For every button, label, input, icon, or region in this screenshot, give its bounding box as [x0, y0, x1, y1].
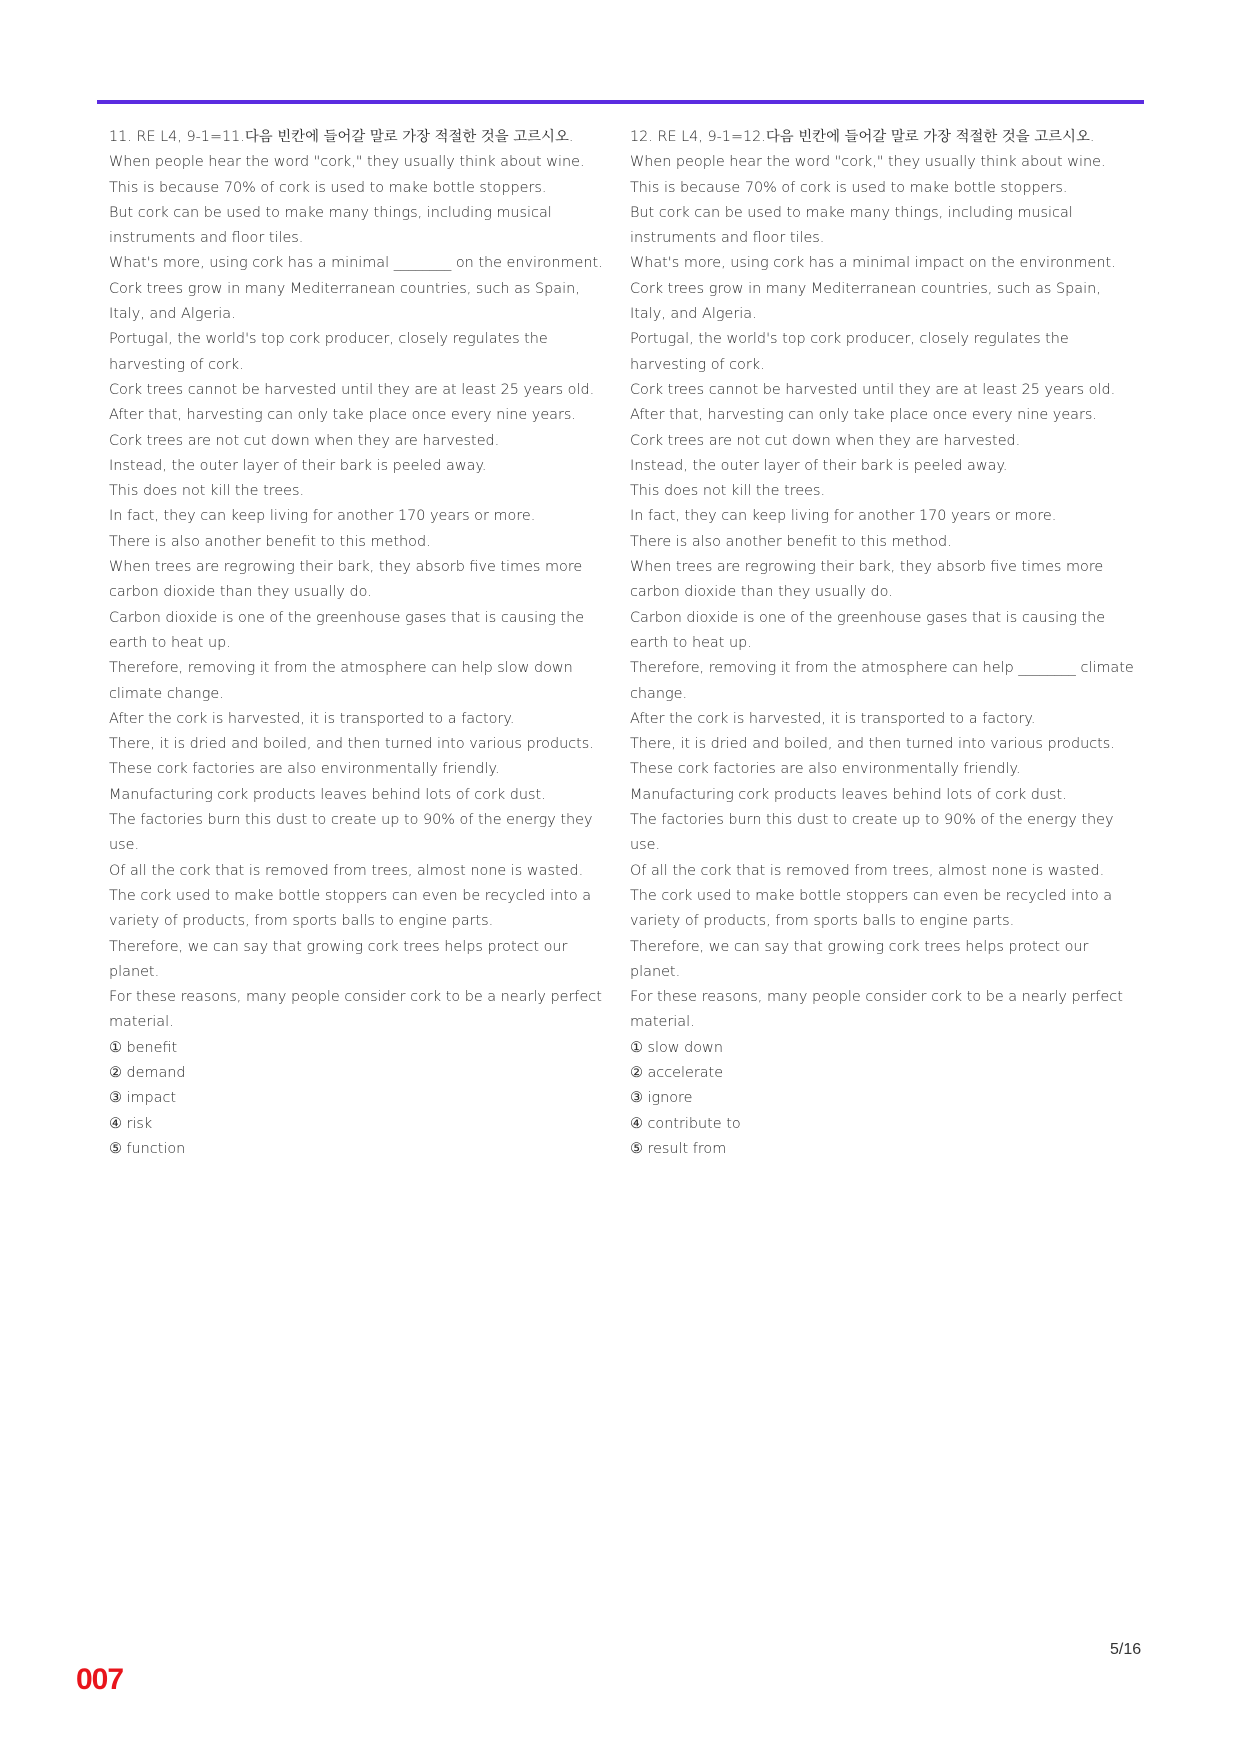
- passage-sentence: Therefore, we can say that growing cork trees helps protect our planet.: [630, 938, 1089, 980]
- passage-sentence: But cork can be used to make many things, including musical instruments and floor tiles.: [630, 204, 1073, 247]
- passage-sentence: Cork trees are not cut down when they are harvested.: [630, 432, 1021, 449]
- passage-sentence: Cork trees cannot be harvested until they are at least 25 years old.: [109, 381, 595, 398]
- passage-sentence: After that, harvesting can only take place once every nine years.: [630, 407, 1097, 424]
- answer-option-2[interactable]: ② accelerate: [630, 1064, 724, 1081]
- question-header: 11. RE L4, 9-1=11.다음 빈칸에 들어갈 말로 가장 적절한 것을 고르시오.: [109, 129, 574, 145]
- answer-option-1[interactable]: ① slow down: [630, 1039, 723, 1056]
- passage-sentence: Of all the cork that is removed from trees, almost none is wasted.: [630, 862, 1105, 879]
- answer-option-2[interactable]: ② demand: [109, 1064, 186, 1081]
- passage-sentence: For these reasons, many people consider cork to be a nearly perfect material.: [109, 989, 602, 1031]
- passage-sentence: Cork trees are not cut down when they are harvested.: [109, 432, 500, 449]
- header-divider: [97, 100, 1144, 104]
- passage-sentence: When people hear the word "cork," they usually think about wine.: [109, 154, 585, 171]
- passage-sentence: Cork trees grow in many Mediterranean countries, such as Spain, Italy, and Algeria.: [109, 280, 580, 323]
- answer-option-4[interactable]: ④ risk: [109, 1115, 153, 1132]
- passage-sentence: Instead, the outer layer of their bark is peeled away.: [630, 457, 1008, 474]
- passage-sentence: Portugal, the world's top cork producer, closely regulates the harvesting of cork.: [630, 331, 1069, 373]
- passage-sentence: But cork can be used to make many things, including musical instruments and floor tiles.: [109, 204, 552, 247]
- passage-sentence: Therefore, removing it from the atmosphere can help slow down climate change.: [109, 660, 573, 702]
- passage-sentence: These cork factories are also environmentally friendly.: [630, 761, 1021, 778]
- passage-sentence: The cork used to make bottle stoppers can even be recycled into a variety of products, from sports balls to engine parts.: [630, 887, 1113, 930]
- passage-sentence: There is also another benefit to this method.: [630, 533, 952, 550]
- passage-sentence: Instead, the outer layer of their bark is peeled away.: [109, 457, 487, 474]
- answer-options: [109, 1036, 619, 1162]
- page-number: 5/16: [1110, 1641, 1142, 1658]
- passage-sentence: The cork used to make bottle stoppers can even be recycled into a variety of products, from sports balls to engine parts.: [109, 887, 592, 930]
- passage-sentence: Cork trees cannot be harvested until they are at least 25 years old.: [630, 381, 1116, 398]
- answer-options: [630, 1036, 1140, 1162]
- passage-sentence: Manufacturing cork products leaves behind lots of cork dust.: [630, 786, 1067, 803]
- passage-sentence: Cork trees grow in many Mediterranean countries, such as Spain, Italy, and Algeria.: [630, 280, 1101, 323]
- passage-sentence: Of all the cork that is removed from trees, almost none is wasted.: [109, 862, 584, 879]
- passage-sentence: After the cork is harvested, it is transported to a factory.: [109, 710, 515, 727]
- passage: [630, 150, 1140, 1035]
- answer-option-3[interactable]: ③ impact: [109, 1090, 176, 1107]
- passage-sentence: Carbon dioxide is one of the greenhouse gases that is causing the earth to heat up.: [109, 609, 585, 651]
- passage-sentence: What's more, using cork has a minimal impact on the environment.: [630, 255, 1116, 272]
- passage-sentence: These cork factories are also environmentally friendly.: [109, 761, 500, 778]
- passage-sentence: This is because 70% of cork is used to make bottle stoppers.: [630, 179, 1068, 196]
- passage: [109, 150, 619, 1035]
- passage-sentence: There is also another benefit to this method.: [109, 533, 431, 550]
- passage-sentence: For these reasons, many people consider cork to be a nearly perfect material.: [630, 989, 1123, 1031]
- answer-option-1[interactable]: ① benefit: [109, 1039, 178, 1056]
- passage-sentence: Therefore, we can say that growing cork trees helps protect our planet.: [109, 938, 568, 980]
- passage-sentence: The factories burn this dust to create up to 90% of the energy they use.: [109, 812, 593, 854]
- passage-sentence: When trees are regrowing their bark, they absorb five times more carbon dioxide than they usually do.: [109, 559, 583, 601]
- publisher-logo: 007: [76, 1663, 124, 1696]
- passage-sentence: This does not kill the trees.: [630, 483, 826, 500]
- passage-sentence: Carbon dioxide is one of the greenhouse gases that is causing the earth to heat up.: [630, 609, 1106, 651]
- passage-sentence: There, it is dried and boiled, and then turned into various products.: [630, 736, 1115, 753]
- passage-sentence: Portugal, the world's top cork producer, closely regulates the harvesting of cork.: [109, 331, 548, 373]
- answer-option-5[interactable]: ⑤ result from: [630, 1140, 727, 1157]
- passage-sentence: Manufacturing cork products leaves behind lots of cork dust.: [109, 786, 546, 803]
- passage-sentence: There, it is dried and boiled, and then turned into various products.: [109, 736, 594, 753]
- question-11: [109, 125, 619, 1162]
- passage-sentence: When trees are regrowing their bark, they absorb five times more carbon dioxide than they usually do.: [630, 559, 1104, 601]
- answer-option-5[interactable]: ⑤ function: [109, 1140, 186, 1157]
- question-12: [630, 125, 1140, 1162]
- passage-sentence: In fact, they can keep living for another 170 years or more.: [109, 508, 536, 525]
- passage-sentence: This does not kill the trees.: [109, 483, 305, 500]
- passage-sentence: When people hear the word "cork," they usually think about wine.: [630, 154, 1106, 171]
- passage-sentence: After the cork is harvested, it is transported to a factory.: [630, 710, 1036, 727]
- passage-sentence: In fact, they can keep living for another 170 years or more.: [630, 508, 1057, 525]
- passage-sentence: The factories burn this dust to create up to 90% of the energy they use.: [630, 812, 1114, 854]
- passage-sentence: This is because 70% of cork is used to make bottle stoppers.: [109, 179, 547, 196]
- answer-option-4[interactable]: ④ contribute to: [630, 1115, 741, 1132]
- passage-sentence: After that, harvesting can only take place once every nine years.: [109, 407, 576, 424]
- answer-option-3[interactable]: ③ ignore: [630, 1090, 693, 1107]
- question-header: 12. RE L4, 9-1=12.다음 빈칸에 들어갈 말로 가장 적절한 것을 고르시오.: [630, 129, 1095, 145]
- passage-sentence: Therefore, removing it from the atmosphere can help ________ climate change.: [630, 660, 1134, 702]
- passage-sentence: What's more, using cork has a minimal ________ on the environment.: [109, 255, 603, 272]
